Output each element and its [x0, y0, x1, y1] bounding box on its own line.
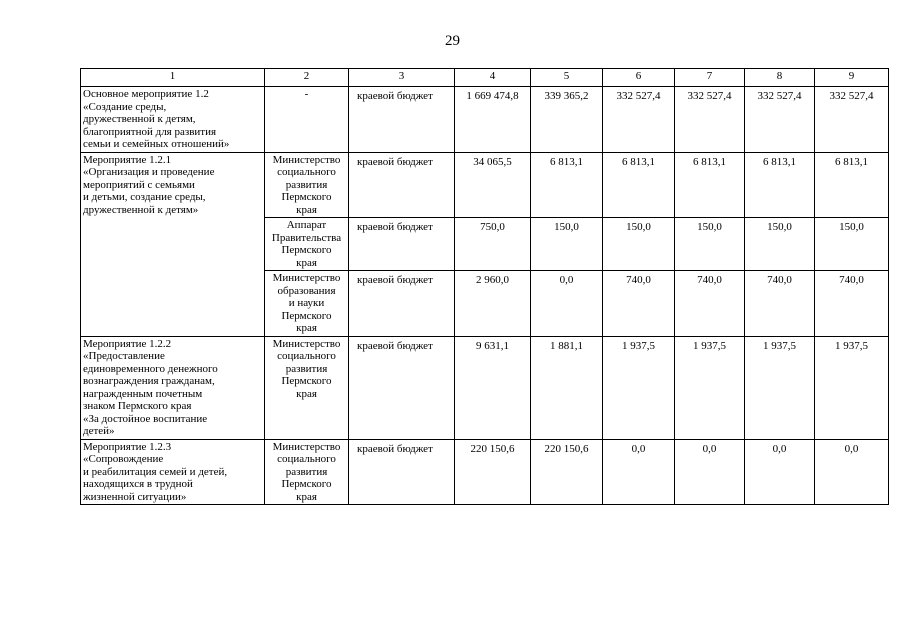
executor-cell: Министерство социального развития Пермского края — [265, 152, 349, 218]
column-number-6: 6 — [603, 69, 675, 87]
amount-cell: 339 365,2 — [531, 87, 603, 153]
table-row — [81, 336, 889, 439]
amount-cell: 0,0 — [603, 439, 675, 505]
amount-cell: 220 150,6 — [531, 439, 603, 505]
funding-source-cell: краевой бюджет — [349, 218, 455, 271]
amount-cell: 220 150,6 — [455, 439, 531, 505]
amount-cell: 1 937,5 — [675, 336, 745, 439]
amount-cell: 740,0 — [745, 271, 815, 337]
amount-cell: 1 937,5 — [815, 336, 889, 439]
column-number-5: 5 — [531, 69, 603, 87]
amount-cell: 1 881,1 — [531, 336, 603, 439]
page-number: 29 — [445, 33, 460, 49]
funding-source-cell: краевой бюджет — [349, 87, 455, 153]
amount-cell: 332 527,4 — [675, 87, 745, 153]
amount-cell: 2 960,0 — [455, 271, 531, 337]
executor-cell: Министерство социального развития Пермского края — [265, 439, 349, 505]
amount-cell: 150,0 — [531, 218, 603, 271]
amount-cell: 740,0 — [815, 271, 889, 337]
funding-source-cell: краевой бюджет — [349, 152, 455, 218]
amount-cell: 6 813,1 — [745, 152, 815, 218]
table-header — [81, 69, 889, 87]
amount-cell: 0,0 — [675, 439, 745, 505]
amount-cell: 150,0 — [815, 218, 889, 271]
amount-cell: 332 527,4 — [745, 87, 815, 153]
amount-cell: 1 669 474,8 — [455, 87, 531, 153]
executor-cell: Аппарат Правительства Пермского края — [265, 218, 349, 271]
amount-cell: 6 813,1 — [675, 152, 745, 218]
amount-cell: 6 813,1 — [815, 152, 889, 218]
column-number-8: 8 — [745, 69, 815, 87]
executor-cell: - — [265, 87, 349, 153]
column-number-3: 3 — [349, 69, 455, 87]
amount-cell: 150,0 — [675, 218, 745, 271]
amount-cell: 750,0 — [455, 218, 531, 271]
funding-source-cell: краевой бюджет — [349, 439, 455, 505]
funding-source-cell: краевой бюджет — [349, 271, 455, 337]
table-row — [81, 152, 889, 218]
header-row — [81, 69, 889, 87]
activity-name: Мероприятие 1.2.1 «Организация и проведение мероприятий с семьями и детьми, создание среды, дружественной к детям» — [81, 152, 265, 336]
amount-cell: 332 527,4 — [603, 87, 675, 153]
activity-name: Основное мероприятие 1.2 «Создание среды, дружественной к детям, благоприятной для развития семьи и семейных отношений» — [81, 87, 265, 153]
amount-cell: 1 937,5 — [745, 336, 815, 439]
amount-cell: 0,0 — [531, 271, 603, 337]
budget-table — [80, 68, 889, 505]
executor-cell: Министерство образования и науки Пермского края — [265, 271, 349, 337]
amount-cell: 740,0 — [603, 271, 675, 337]
amount-cell: 150,0 — [745, 218, 815, 271]
activity-name: Мероприятие 1.2.3 «Сопровождение и реабилитация семей и детей, находящихся в трудной жизненной ситуации» — [81, 439, 265, 505]
table-body — [81, 87, 889, 505]
amount-cell: 332 527,4 — [815, 87, 889, 153]
amount-cell: 1 937,5 — [603, 336, 675, 439]
column-number-7: 7 — [675, 69, 745, 87]
column-number-4: 4 — [455, 69, 531, 87]
column-number-2: 2 — [265, 69, 349, 87]
amount-cell: 0,0 — [745, 439, 815, 505]
activity-name: Мероприятие 1.2.2 «Предоставление единовременного денежного вознаграждения гражданам, награжденным почетным знаком Пермского края «За достойное воспитание детей» — [81, 336, 265, 439]
amount-cell: 150,0 — [603, 218, 675, 271]
column-number-9: 9 — [815, 69, 889, 87]
amount-cell: 740,0 — [675, 271, 745, 337]
amount-cell: 9 631,1 — [455, 336, 531, 439]
amount-cell: 6 813,1 — [531, 152, 603, 218]
amount-cell: 0,0 — [815, 439, 889, 505]
column-number-1: 1 — [81, 69, 265, 87]
table-row — [81, 439, 889, 505]
executor-cell: Министерство социального развития Пермского края — [265, 336, 349, 439]
table-row — [81, 87, 889, 153]
amount-cell: 6 813,1 — [603, 152, 675, 218]
amount-cell: 34 065,5 — [455, 152, 531, 218]
funding-source-cell: краевой бюджет — [349, 336, 455, 439]
